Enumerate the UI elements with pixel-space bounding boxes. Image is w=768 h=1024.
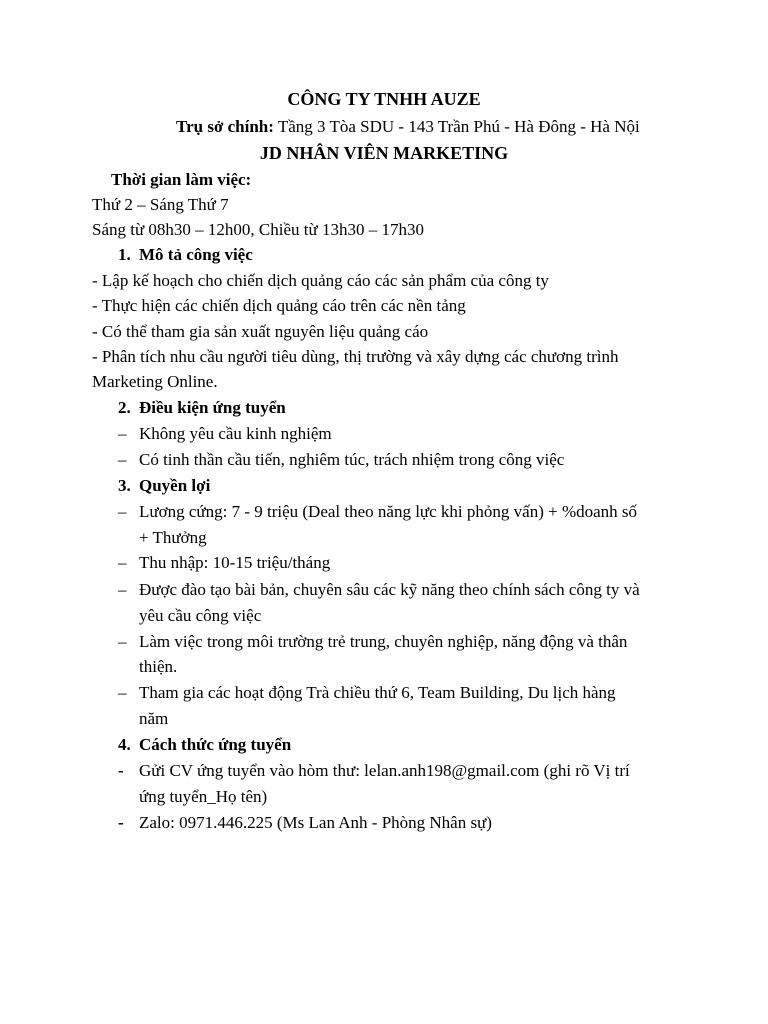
section-4-item-continued: ứng tuyển_Họ tên): [139, 787, 268, 806]
section-1-number: 1.: [118, 245, 131, 264]
bullet-dash: –: [118, 632, 127, 651]
section-1-item: - Phân tích nhu cầu người tiêu dùng, thị trường và xây dựng các chương trình: [92, 347, 619, 366]
section-3-item: Tham gia các hoạt động Trà chiều thứ 6, Team Building, Du lịch hàng: [139, 683, 616, 702]
section-1-item: - Thực hiện các chiến dịch quảng cáo trên các nền tảng: [92, 296, 466, 315]
section-1-title: Mô tả công việc: [139, 245, 253, 264]
section-3-item-continued: + Thưởng: [139, 528, 207, 547]
section-4-number: 4.: [118, 735, 131, 754]
section-4-title: Cách thức ứng tuyển: [139, 735, 292, 754]
bullet-dash: –: [118, 450, 127, 469]
section-3-item: Làm việc trong môi trường trẻ trung, chuyên nghiệp, năng động và thân: [139, 632, 628, 651]
section-3-item: Lương cứng: 7 - 9 triệu (Deal theo năng lực khi phỏng vấn) + %doanh số: [139, 502, 638, 521]
address-value: Tầng 3 Tòa SDU - 143 Trần Phú - Hà Đông - Hà Nội: [273, 117, 640, 136]
address-label: Trụ sở chính:: [176, 117, 274, 136]
section-4-item: Gửi CV ứng tuyển vào hòm thư: lelan.anh198@gmail.com (ghi rõ Vị trí: [139, 761, 630, 780]
section-3-title: Quyền lợi: [139, 476, 211, 495]
bullet-dash: –: [118, 553, 127, 572]
section-1-item: - Có thể tham gia sản xuất nguyên liệu quảng cáo: [92, 322, 429, 341]
bullet-dash: -: [118, 813, 124, 832]
company-name: CÔNG TY TNHH AUZE: [287, 89, 481, 109]
bullet-dash: –: [118, 580, 127, 599]
section-3-item-continued: thiện.: [139, 657, 178, 676]
section-1-item-continued: Marketing Online.: [92, 372, 218, 391]
section-1-item: - Lập kế hoạch cho chiến dịch quảng cáo các sản phẩm của công ty: [92, 271, 549, 290]
section-3-number: 3.: [118, 476, 131, 495]
schedule-hours: Sáng từ 08h30 – 12h00, Chiều từ 13h30 – 17h30: [92, 220, 424, 239]
bullet-dash: –: [118, 424, 127, 443]
section-2-item: Không yêu cầu kinh nghiệm: [139, 424, 332, 443]
bullet-dash: –: [118, 502, 127, 521]
section-4-item: Zalo: 0971.446.225 (Ms Lan Anh - Phòng Nhân sự): [139, 813, 492, 832]
section-2-title: Điều kiện ứng tuyển: [139, 398, 286, 417]
address-line: [176, 117, 640, 137]
job-title: JD NHÂN VIÊN MARKETING: [259, 143, 509, 163]
section-3-item-continued: yêu cầu công việc: [139, 606, 262, 625]
schedule-heading: Thời gian làm việc:: [111, 170, 252, 189]
section-2-number: 2.: [118, 398, 131, 417]
bullet-dash: -: [118, 761, 124, 780]
bullet-dash: –: [118, 683, 127, 702]
section-3-item-continued: năm: [139, 709, 169, 728]
schedule-days: Thứ 2 – Sáng Thứ 7: [92, 195, 229, 214]
section-3-item: Được đào tạo bài bản, chuyên sâu các kỹ năng theo chính sách công ty và: [139, 580, 640, 599]
section-3-item: Thu nhập: 10-15 triệu/tháng: [139, 553, 331, 572]
section-2-item: Có tinh thần cầu tiến, nghiêm túc, trách nhiệm trong công việc: [139, 450, 565, 469]
